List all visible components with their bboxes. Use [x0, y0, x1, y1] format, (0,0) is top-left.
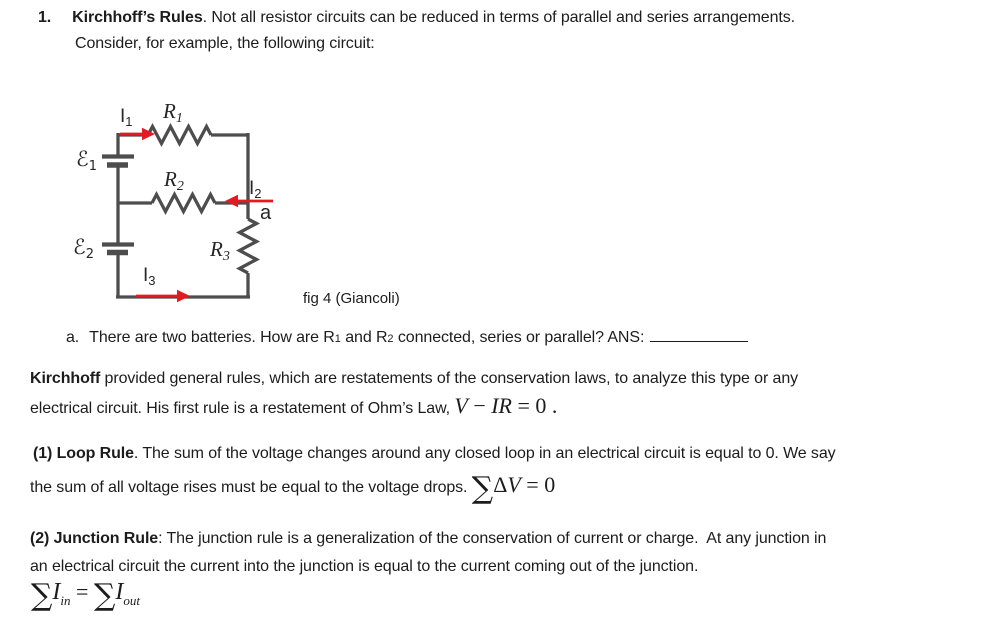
summation-symbol: ∑ [93, 578, 116, 613]
kirchhoff-paragraph-line-2: electrical circuit. His first rule is a restatement of Ohm’s Law, V − IR = 0 . [30, 393, 558, 418]
answer-blank-line [650, 340, 748, 342]
heading-line-2: Consider, for example, the following circuit: [75, 35, 375, 52]
resistor-r1 [148, 127, 211, 144]
heading-bold: Kirchhoff’s Rules [72, 9, 203, 26]
current-arrow-i3-head [177, 290, 190, 302]
label-node-a: a [260, 202, 272, 224]
question-a-label: a. [66, 329, 80, 346]
junction-rule-line-1: (2) Junction Rule : The junction rule is a generalization of the conservation of current or charge. At any junction in [30, 530, 827, 547]
label-current-i3: $I_3$ [143, 265, 156, 288]
loop-rule-line-1: (1) Loop Rule . The sum of the voltage changes around any closed loop in an electrical circuit is equal to 0. We say [33, 445, 836, 462]
question-a: a. There are two batteries. How are R 1 and R 2 connected, series or parallel? ANS: [66, 329, 748, 347]
label-resistor-r3: R3 [210, 237, 230, 264]
junction-rule-line-2: an electrical circuit the current into the junction is equal to the current coming out of the junction. [30, 558, 699, 575]
label-current-i2: $I_2$ [249, 178, 262, 201]
summation-symbol: ∑ [31, 578, 53, 613]
kirchhoff-paragraph-line-1: Kirchhoff provided general rules, which are restatements of the conservation laws, to analyze this type or any [30, 370, 799, 387]
loop-rule-line-2: the sum of all voltage rises must be equal to the voltage drops. ∑ΔV = 0 [30, 471, 556, 506]
figure-caption: fig 4 (Giancoli) [303, 290, 400, 307]
subscript-in: in [60, 593, 71, 608]
label-emf-2: ℰ2 [73, 235, 94, 262]
equation-junction-rule: $\sum I_{in} = \sum I_{out}$ [31, 578, 141, 613]
label-resistor-r2: R2 [164, 167, 184, 194]
label-emf-1: ℰ1 [76, 147, 97, 174]
subscript-1: 1 [334, 333, 341, 345]
heading-line-1 [38, 9, 795, 27]
kirchhoff-bold: Kirchhoff [30, 370, 101, 387]
current-arrow-i2-head [225, 195, 238, 207]
subscript-2: 2 [387, 333, 394, 345]
label-current-i1: $I_1$ [120, 106, 133, 129]
resistor-r2 [152, 195, 215, 212]
circuit-diagram [60, 95, 420, 320]
resistor-r3 [240, 219, 257, 273]
item-number: 1. [38, 9, 52, 26]
equation-loop-rule: ∑ΔV = 0 [471, 471, 556, 506]
heading-rest: . Not all resistor circuits can be reduced in terms of parallel and series arrangements. [202, 9, 795, 26]
label-resistor-r1: R1 [163, 99, 183, 126]
summation-symbol: ∑ [471, 471, 494, 506]
subscript-out: out [123, 593, 141, 608]
junction-rule-bold: (2) Junction Rule [30, 530, 159, 547]
equation-ohms-law: V − IR = 0 . [454, 393, 558, 418]
circuit-wires [116, 127, 257, 299]
loop-rule-bold: (1) Loop Rule [33, 445, 134, 462]
